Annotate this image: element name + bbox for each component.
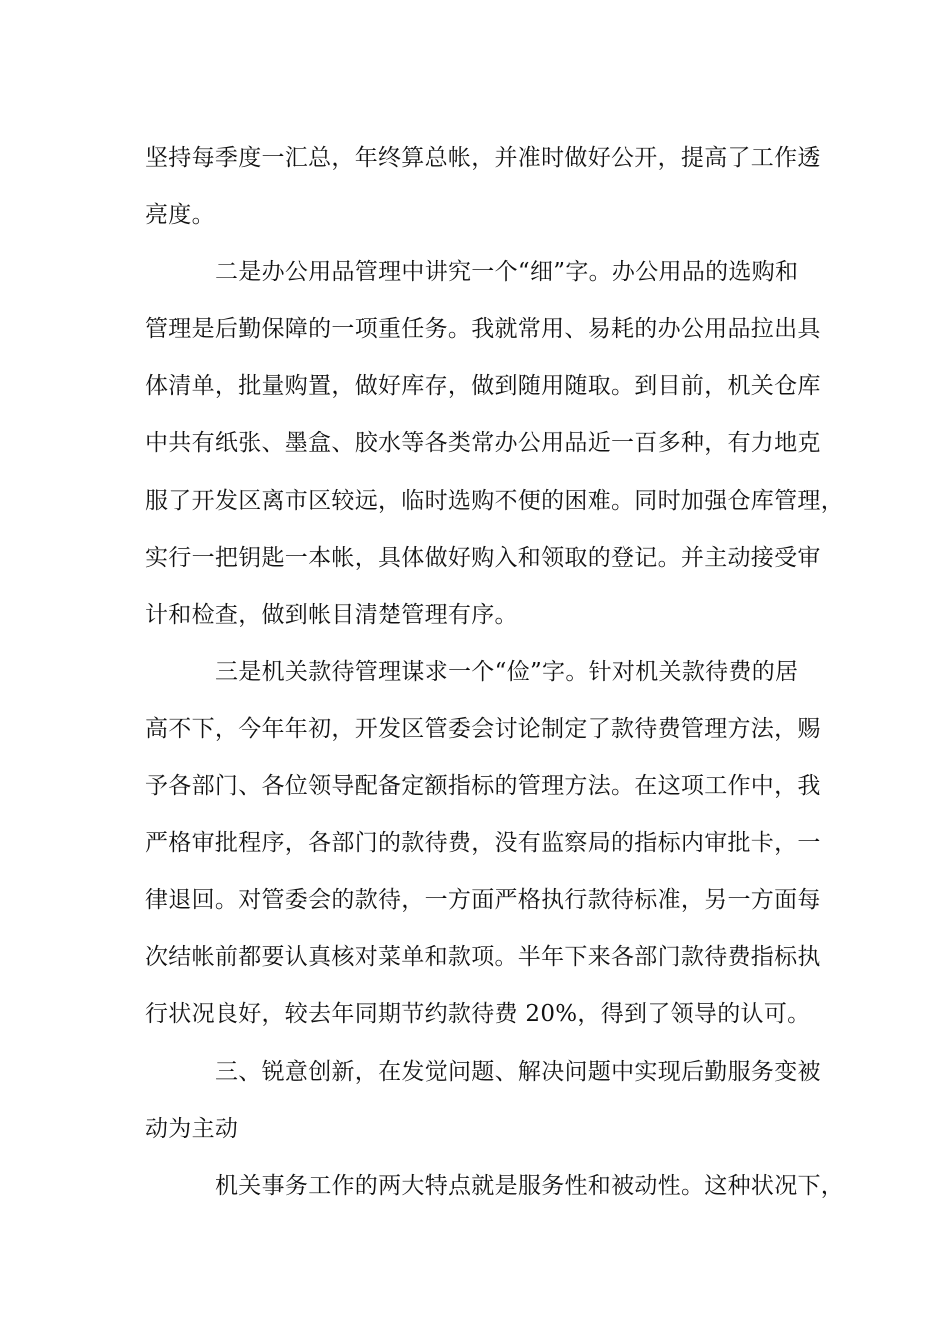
section-heading-line-1: 三、锐意创新，在发觉问题、解决问题中实现后勤服务变被 (215, 1058, 821, 1085)
text-line-12: 予各部门、各位领导配备定额指标的管理方法。在这项工作中，我 (145, 773, 821, 800)
text-line-3: 二是办公用品管理中讲究一个“细”字。办公用品的选购和 (215, 259, 799, 286)
text-line-15: 次结帐前都要认真核对菜单和款项。半年下来各部门款待费指标执 (145, 944, 821, 971)
text-line-16: 行状况良好，较去年同期节约款待费 20%，得到了领导的认可。 (145, 1001, 811, 1028)
text-line-13: 严格审批程序，各部门的款待费，没有监察局的指标内审批卡，一 (145, 830, 821, 857)
text-line-19: 机关事务工作的两大特点就是服务性和被动性。这种状况下， (215, 1172, 845, 1199)
text-line-9: 计和检查，做到帐目清楚管理有序。 (145, 601, 518, 628)
text-line-2: 亮度。 (145, 202, 215, 229)
section-heading-line-2: 动为主动 (145, 1115, 239, 1142)
text-line-7: 服了开发区离市区较远，临时选购不便的困难。同时加强仓库管理， (145, 487, 844, 514)
text-line-5: 体清单，批量购置，做好库存，做到随用随取。到目前，机关仓库 (145, 373, 821, 400)
text-line-8: 实行一把钥匙一本帐，具体做好购入和领取的登记。并主动接受审 (145, 544, 821, 571)
text-line-1: 坚持每季度一汇总，年终算总帐，并准时做好公开，提高了工作透 (145, 145, 821, 171)
text-line-4: 管理是后勤保障的一项重任务。我就常用、易耗的办公用品拉出具 (145, 316, 821, 343)
document-body (145, 130, 845, 1215)
text-line-10: 三是机关款待管理谋求一个“俭”字。针对机关款待费的居 (215, 658, 799, 685)
text-line-11: 高不下，今年年初，开发区管委会讨论制定了款待费管理方法，赐 (145, 715, 821, 742)
text-line-6: 中共有纸张、墨盒、胶水等各类常办公用品近一百多种，有力地克 (145, 430, 821, 457)
text-line-14: 律退回。对管委会的款待，一方面严格执行款待标准，另一方面每 (145, 887, 821, 914)
